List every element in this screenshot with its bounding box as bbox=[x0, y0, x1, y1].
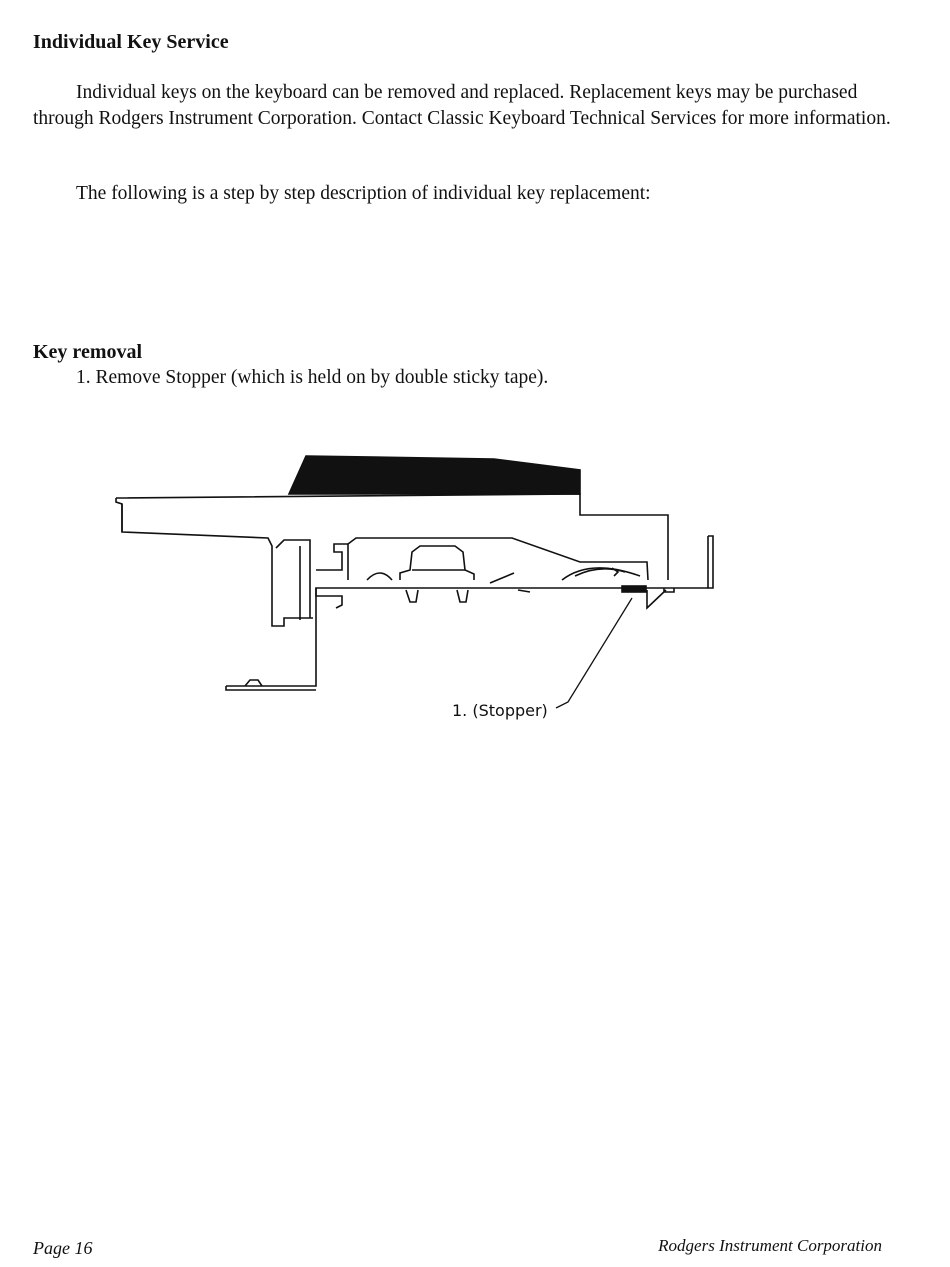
leader-line bbox=[556, 598, 632, 708]
steps-lead-paragraph: The following is a step by step description of individual key replacement: bbox=[76, 183, 651, 204]
stopper-callout: 1. (Stopper) bbox=[452, 701, 548, 720]
section-title: Individual Key Service bbox=[33, 31, 229, 53]
stopper bbox=[622, 586, 646, 592]
footer-page-number: Page 16 bbox=[33, 1238, 93, 1258]
key-removal-heading: Key removal bbox=[33, 341, 143, 363]
key-diagram bbox=[0, 440, 950, 730]
black-key bbox=[289, 456, 580, 494]
white-key bbox=[116, 498, 313, 626]
intro-paragraph: Individual keys on the keyboard can be removed and replaced. Replacement keys may be purchased through Rodgers Instrument Corporation. Contact Classic Keyboard Technical Services for more information. bbox=[33, 82, 891, 129]
front-bracket bbox=[226, 588, 708, 686]
step-1: 1. Remove Stopper (which is held on by double sticky tape). bbox=[76, 367, 549, 388]
switch-block bbox=[400, 546, 474, 580]
footer-company: Rodgers Instrument Corporation bbox=[658, 1236, 882, 1255]
